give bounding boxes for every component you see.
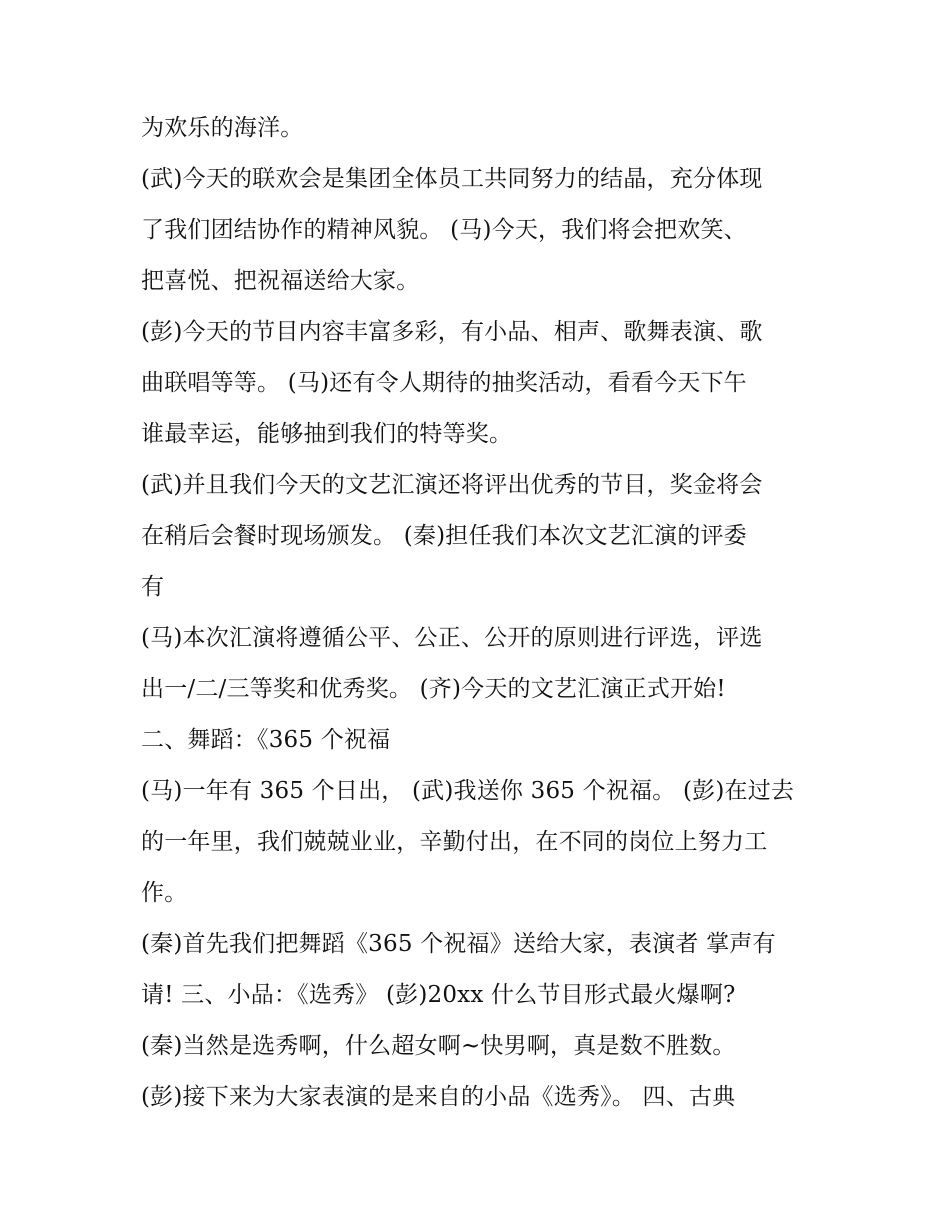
text-line-2: (武)今天的联欢会是集团全体员工共同努力的结晶，充分体现 xyxy=(141,166,763,192)
text-line-10: 有 xyxy=(141,574,165,600)
text-line-4: 把喜悦、把祝福送给大家。 xyxy=(141,268,420,294)
text-line-9: 在稍后会餐时现场颁发。 (秦)担任我们本次文艺汇演的评委 xyxy=(141,523,747,549)
text-line-11: (马)本次汇演将遵循公平、公正、公开的原则进行评选，评选 xyxy=(141,625,763,651)
text-line-5: (彭)今天的节目内容丰富多彩，有小品、相声、歌舞表演、歌 xyxy=(141,319,763,345)
text-line-16: 作。 xyxy=(141,880,188,906)
text-line-20: (彭)接下来为大家表演的是来自的小品《选秀》。 四、古典 xyxy=(141,1084,736,1110)
text-line-18: 请! 三、小品：《选秀》 (彭)20xx 什么节目形式最火爆啊? xyxy=(141,982,736,1008)
text-line-8: (武)并且我们今天的文艺汇演还将评出优秀的节目，奖金将会 xyxy=(141,472,763,498)
text-line-1: 为欢乐的海洋。 xyxy=(141,115,304,141)
text-line-12: 出一/二/三等奖和优秀奖。 (齐)今天的文艺汇演正式开始! xyxy=(141,676,726,702)
text-line-17: (秦)首先我们把舞蹈《365 个祝福》送给大家，表演者 掌声有 xyxy=(141,931,776,957)
text-line-6: 曲联唱等等。 (马)还有令人期待的抽奖活动，看看今天下午 xyxy=(141,370,747,396)
text-line-3: 了我们团结协作的精神风貌。 (马)今天，我们将会把欢笑、 xyxy=(141,217,747,243)
section-heading-dance: 二、舞蹈：《365 个祝福 xyxy=(141,727,391,753)
text-line-15: 的一年里，我们兢兢业业，辛勤付出，在不同的岗位上努力工 xyxy=(141,829,768,855)
text-line-19: (秦)当然是选秀啊，什么超女啊~快男啊，真是数不胜数。 xyxy=(141,1033,736,1059)
text-line-7: 谁最幸运，能够抽到我们的特等奖。 xyxy=(141,421,513,447)
text-line-14: (马)一年有 365 个日出， (武)我送你 365 个祝福。 (彭)在过去 xyxy=(141,778,795,804)
